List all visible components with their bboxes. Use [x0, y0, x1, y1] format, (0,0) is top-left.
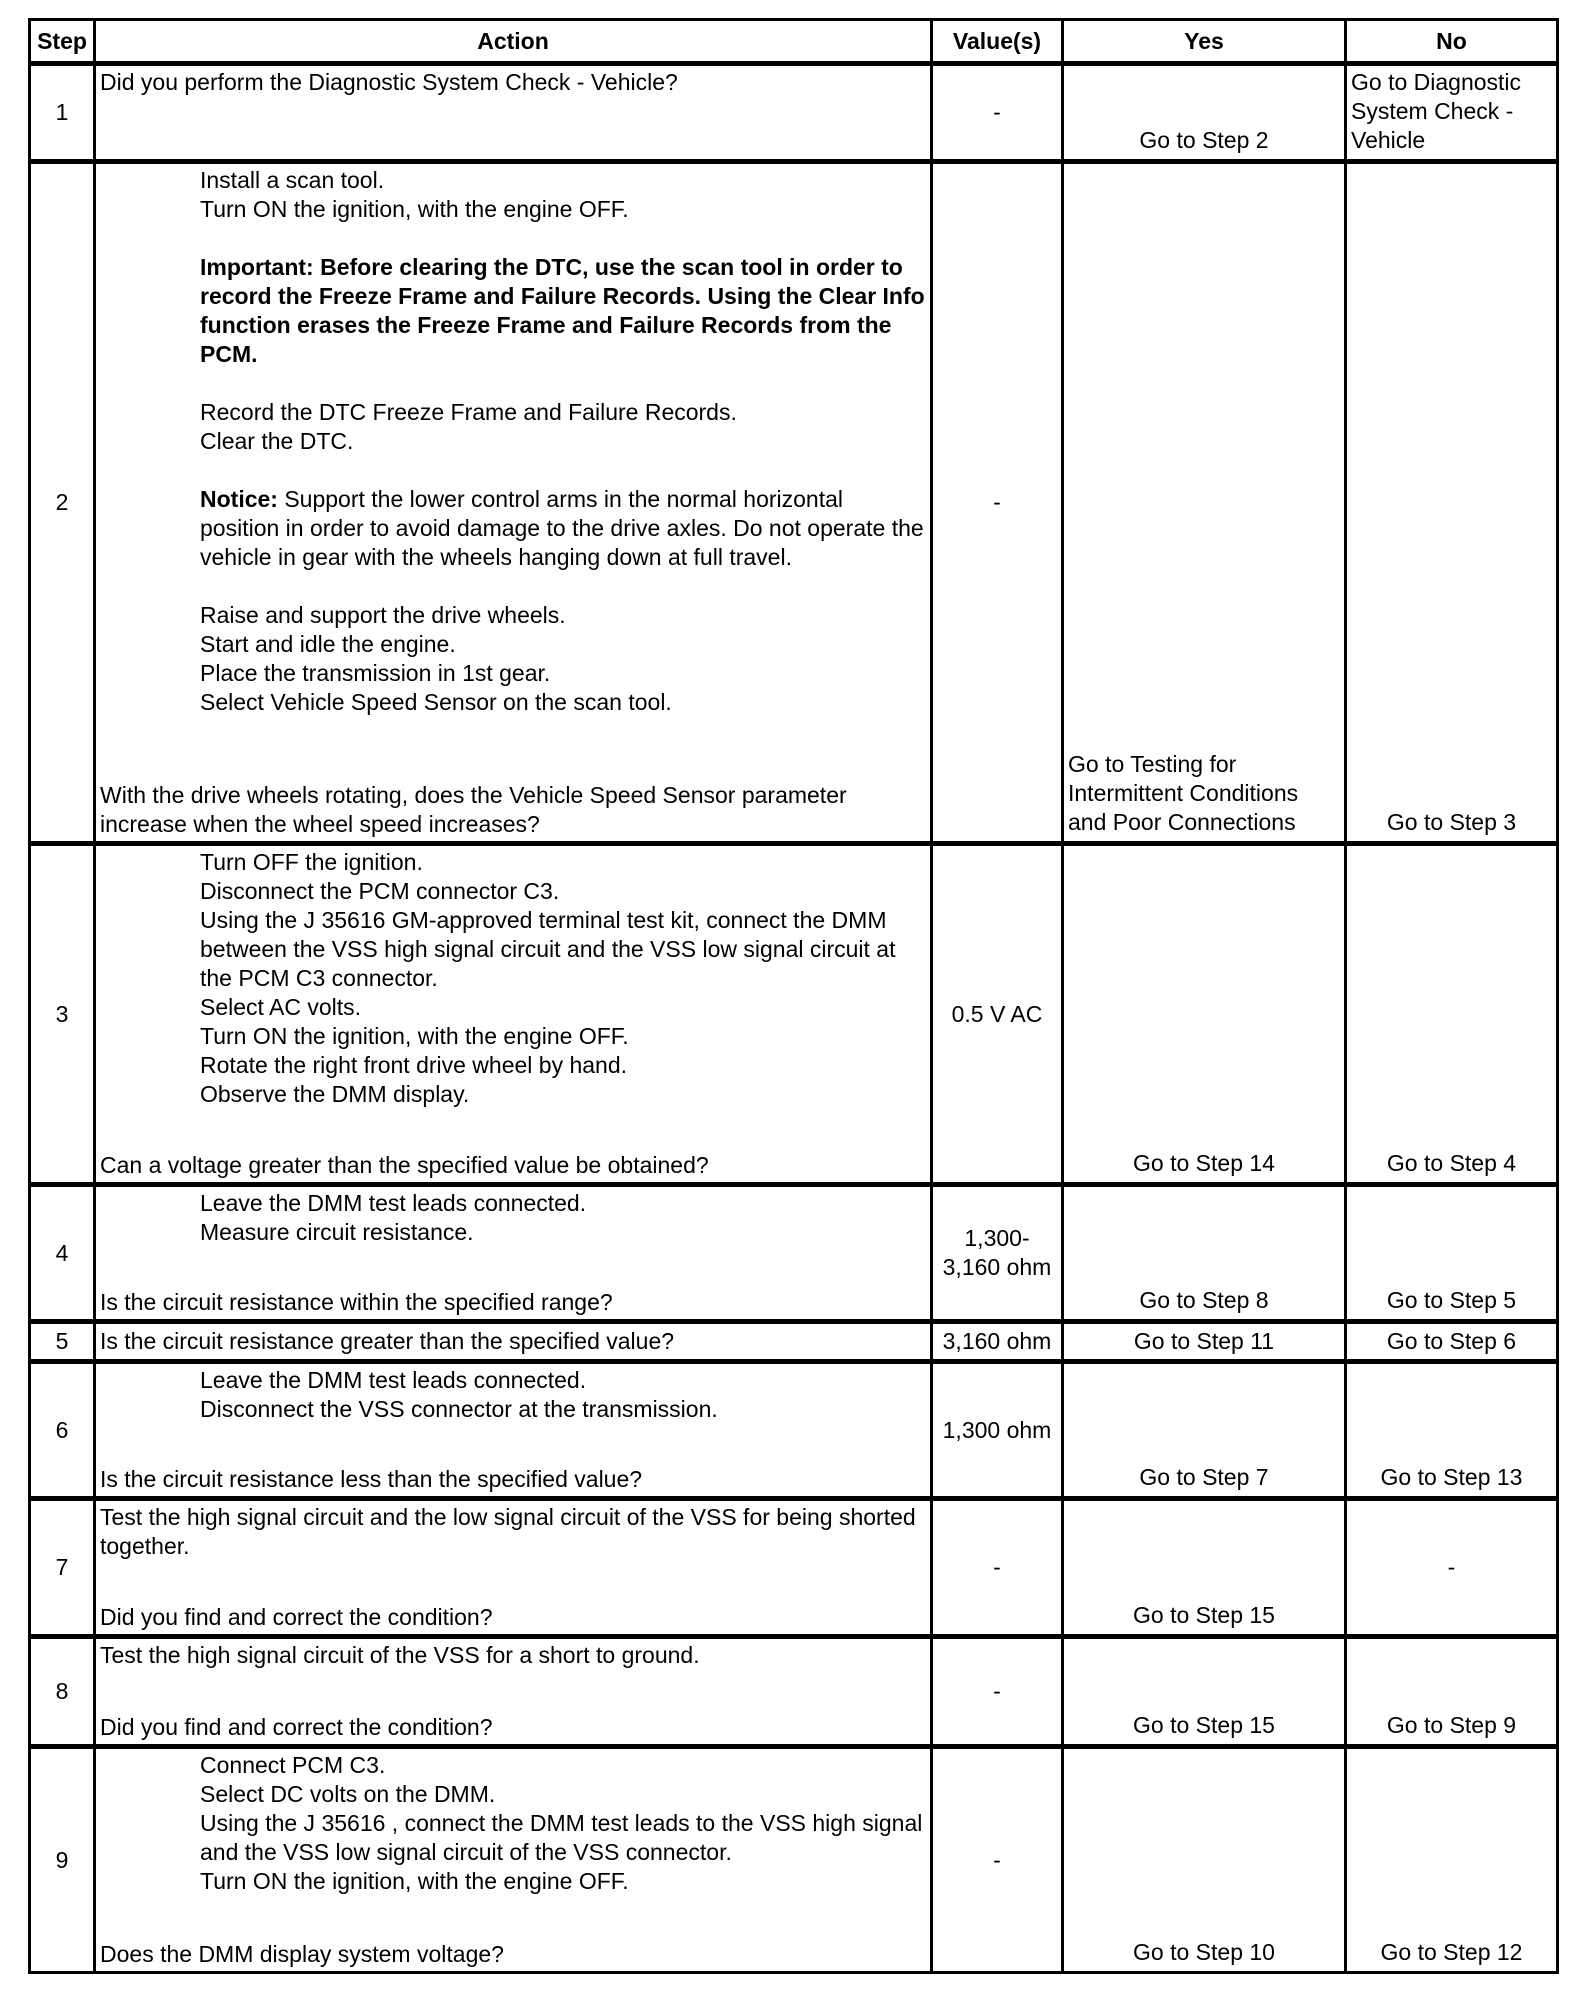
table-row-step-1 [30, 64, 1558, 162]
header-yes: Yes [1063, 20, 1346, 64]
action-question: Does the DMM display system voltage? [100, 1941, 504, 1967]
yes-cell: Go to Step 10 [1063, 1747, 1346, 1973]
table-row-step-9 [30, 1747, 1558, 1973]
table-row-step-5 [30, 1322, 1558, 1362]
no-cell: Go to Step 9 [1346, 1637, 1558, 1747]
notice-note [200, 485, 931, 572]
yes-cell: Go to Testing for Intermittent Conditions and Poor Connections [1063, 162, 1346, 844]
action-question: Did you perform the Diagnostic System Check - Vehicle? [100, 69, 678, 95]
action-question: Is the circuit resistance less than the specified value? [100, 1466, 643, 1492]
instruction-line: Turn ON the ignition, with the engine OFF. [200, 196, 629, 222]
instruction-line: Rotate the right front drive wheel by hand. [200, 1052, 628, 1078]
instruction-line: Measure circuit resistance. [200, 1219, 474, 1245]
header-step: Step [30, 20, 95, 64]
instruction-line: Leave the DMM test leads connected. [200, 1367, 587, 1393]
diagnostic-table-container [28, 18, 1556, 1974]
action-instructions [100, 166, 932, 717]
instruction-line: Connect PCM C3. [200, 1752, 386, 1778]
no-cell: Go to Step 6 [1346, 1322, 1558, 1362]
value-cell: 1,300 ohm [932, 1362, 1063, 1499]
yes-cell: Go to Step 8 [1063, 1185, 1346, 1322]
action-question: With the drive wheels rotating, does the Vehicle Speed Sensor parameter increase when the wheel speed increases? [100, 782, 847, 837]
no-cell: - [1346, 1499, 1558, 1637]
action-question: Is the circuit resistance within the specified range? [100, 1289, 613, 1315]
instruction-line: Select AC volts. [200, 994, 362, 1020]
step-number: 9 [30, 1747, 95, 1973]
action-question: Is the circuit resistance greater than the specified value? [100, 1328, 675, 1354]
instruction-line: Leave the DMM test leads connected. [200, 1190, 587, 1216]
action-instructions [100, 1366, 926, 1424]
instruction-line: Observe the DMM display. [200, 1081, 470, 1107]
notice-text: Support the lower control arms in the normal horizontal position in order to avoid damage to the drive axles. Do not operate the vehicle in gear with the wheels hanging down at full travel. [200, 486, 931, 570]
action-cell [95, 64, 932, 162]
action-cell [95, 1637, 932, 1747]
header-action: Action [95, 20, 932, 64]
step-number: 8 [30, 1637, 95, 1747]
diagnostic-table [28, 18, 1559, 1974]
instruction-line: Select DC volts on the DMM. [200, 1781, 496, 1807]
action-cell [95, 1747, 932, 1973]
action-instructions [100, 1189, 926, 1247]
value-cell: 3,160 ohm [932, 1322, 1063, 1362]
step-number: 2 [30, 162, 95, 844]
instruction-line: Turn ON the ignition, with the engine OFF. [200, 1868, 629, 1894]
table-row-step-3 [30, 844, 1558, 1185]
step-number: 4 [30, 1185, 95, 1322]
table-row-step-4 [30, 1185, 1558, 1322]
action-question: Did you find and correct the condition? [100, 1604, 493, 1630]
instruction-line: Select Vehicle Speed Sensor on the scan tool. [200, 689, 672, 715]
yes-cell: Go to Step 15 [1063, 1499, 1346, 1637]
yes-cell: Go to Step 15 [1063, 1637, 1346, 1747]
instruction-line: Record the DTC Freeze Frame and Failure Records. [200, 399, 737, 425]
instruction-line: Disconnect the PCM connector C3. [200, 878, 560, 904]
no-cell: Go to Step 12 [1346, 1747, 1558, 1973]
value-cell: - [932, 1747, 1063, 1973]
instruction-line: Using the J 35616 GM-approved terminal test kit, connect the DMM between the VSS high signal circuit and the VSS low signal circuit at the PCM C3 connector. [200, 907, 902, 991]
notice-label: Notice: [200, 486, 278, 512]
instruction-line: Disconnect the VSS connector at the transmission. [200, 1396, 718, 1422]
step-number: 5 [30, 1322, 95, 1362]
instruction-line: Raise and support the drive wheels. [200, 602, 566, 628]
instruction-line: Turn ON the ignition, with the engine OFF. [200, 1023, 629, 1049]
action-lead: Test the high signal circuit and the low signal circuit of the VSS for being shorted together. [100, 1504, 923, 1559]
value-cell: - [932, 1637, 1063, 1747]
action-instructions [100, 1751, 929, 1896]
header-values: Value(s) [932, 20, 1063, 64]
action-cell [95, 1499, 932, 1637]
instruction-line: Turn OFF the ignition. [200, 849, 423, 875]
instruction-line: Start and idle the engine. [200, 631, 456, 657]
step-number: 3 [30, 844, 95, 1185]
no-cell: Go to Step 3 [1346, 162, 1558, 844]
action-cell [95, 1322, 932, 1362]
table-row-step-8 [30, 1637, 1558, 1747]
action-cell [95, 1185, 932, 1322]
no-cell: Go to Diagnostic System Check - Vehicle [1346, 64, 1558, 162]
value-cell: - [932, 64, 1063, 162]
value-cell: - [932, 1499, 1063, 1637]
step-number: 1 [30, 64, 95, 162]
action-question: Can a voltage greater than the specified value be obtained? [100, 1152, 709, 1178]
instruction-line: Clear the DTC. [200, 428, 354, 454]
yes-cell: Go to Step 11 [1063, 1322, 1346, 1362]
important-note: Important: Before clearing the DTC, use the scan tool in order to record the Freeze Frame and Failure Records. Using the Clear Info function erases the Freeze Frame and Failure Records from the PCM. [200, 254, 932, 367]
table-row-step-6 [30, 1362, 1558, 1499]
no-cell: Go to Step 5 [1346, 1185, 1558, 1322]
value-cell: 1,300-3,160 ohm [932, 1185, 1063, 1322]
action-cell [95, 1362, 932, 1499]
action-question: Did you find and correct the condition? [100, 1714, 493, 1740]
no-cell: Go to Step 4 [1346, 844, 1558, 1185]
table-row-step-2 [30, 162, 1558, 844]
yes-cell: Go to Step 7 [1063, 1362, 1346, 1499]
action-instructions [100, 848, 926, 1109]
table-row-step-7 [30, 1499, 1558, 1637]
step-number: 7 [30, 1499, 95, 1637]
header-row [30, 20, 1558, 64]
value-cell: - [932, 162, 1063, 844]
action-cell [95, 844, 932, 1185]
no-cell: Go to Step 13 [1346, 1362, 1558, 1499]
header-no: No [1346, 20, 1558, 64]
instruction-line: Using the J 35616 , connect the DMM test leads to the VSS high signal and the VSS low signal circuit of the VSS connector. [200, 1810, 929, 1865]
instruction-line: Install a scan tool. [200, 167, 385, 193]
instruction-line: Place the transmission in 1st gear. [200, 660, 551, 686]
action-lead: Test the high signal circuit of the VSS for a short to ground. [100, 1642, 700, 1668]
value-cell: 0.5 V AC [932, 844, 1063, 1185]
yes-cell: Go to Step 2 [1063, 64, 1346, 162]
action-cell [95, 162, 932, 844]
yes-cell: Go to Step 14 [1063, 844, 1346, 1185]
step-number: 6 [30, 1362, 95, 1499]
